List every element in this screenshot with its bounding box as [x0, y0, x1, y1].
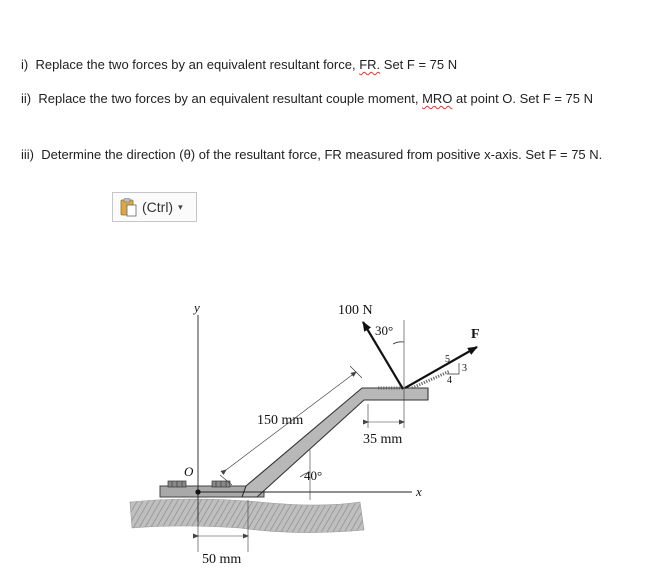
slope-rise: 3: [462, 363, 467, 374]
y-axis-label: y: [194, 300, 200, 315]
question-3-prefix: iii): [21, 147, 34, 162]
paste-options-button[interactable]: [112, 192, 197, 222]
paste-options-label: (Ctrl): [142, 199, 174, 215]
dim-35-label: 35 mm: [363, 432, 403, 447]
question-2-prefix: ii): [21, 91, 32, 106]
angle-30-arc: [393, 342, 404, 344]
dim-50-label: 50 mm: [202, 552, 242, 567]
bolt-left: [168, 481, 186, 487]
question-2-setting: at point O. Set F = 75 N: [456, 91, 593, 106]
ground: [130, 499, 364, 533]
question-1: [21, 53, 621, 76]
x-axis-label: x: [416, 484, 422, 499]
mechanics-diagram: [120, 290, 500, 575]
question-3: [21, 143, 621, 166]
origin-label: O: [184, 464, 194, 479]
question-3-text: Determine the direction (θ) of the resultant force, FR measured from positive x-axis. Set F = 75 N.: [41, 147, 603, 162]
chevron-down-icon: ▾: [178, 201, 183, 212]
question-1-prefix: i): [21, 57, 29, 72]
slope-hyp: 5: [445, 354, 450, 365]
question-1-setting: Set F = 75 N: [383, 57, 458, 72]
angle-40-label: 40°: [304, 468, 323, 483]
dim-150-label: 150 mm: [257, 413, 304, 428]
clipboard-icon: [119, 197, 139, 217]
slope-run: 4: [447, 375, 452, 386]
question-2: [21, 87, 621, 110]
question-2-symbol: MRO: [422, 91, 453, 106]
question-1-text: Replace the two forces by an equivalent resultant force,: [35, 57, 356, 72]
force-f-label: F: [471, 327, 480, 342]
origin-point: [195, 489, 200, 494]
bolt-right: [212, 481, 230, 487]
force-100n-label: 100 N: [338, 303, 373, 318]
question-1-symbol: FR.: [359, 57, 381, 72]
angle-30-label: 30°: [375, 323, 394, 338]
question-2-text: Replace the two forces by an equivalent resultant couple moment,: [38, 91, 419, 106]
